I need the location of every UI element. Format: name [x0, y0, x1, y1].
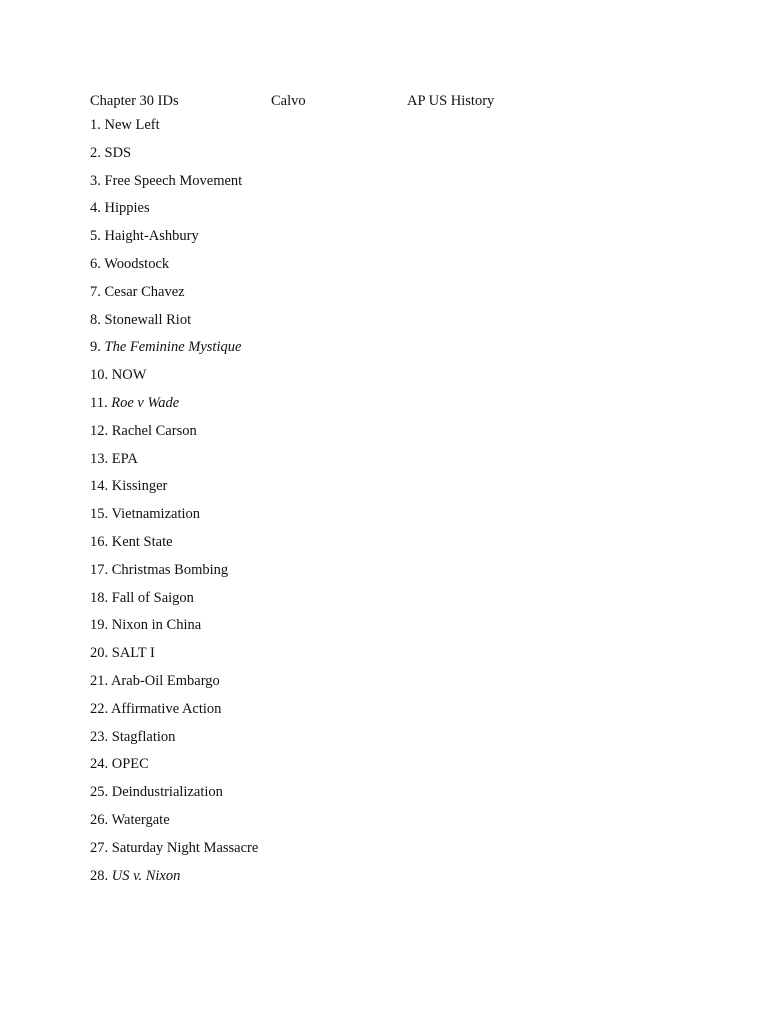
item-number: 4. — [90, 200, 101, 217]
item-text: Fall of Saigon — [111, 589, 194, 606]
item-text: New Left — [104, 117, 160, 133]
item-text: US v. Nixon — [111, 867, 181, 884]
item-text: The Feminine Mystique — [104, 339, 242, 356]
list-item — [90, 112, 690, 140]
list-item — [90, 779, 690, 807]
item-number: 7. — [90, 283, 101, 300]
item-number: 17. — [90, 561, 109, 578]
item-number: 9. — [90, 339, 101, 356]
list-item — [90, 446, 690, 474]
item-number: 6. — [90, 255, 101, 272]
item-number: 2. — [90, 144, 101, 161]
list-item — [90, 640, 690, 668]
item-number: 10. — [90, 367, 109, 384]
item-number: 25. — [90, 784, 109, 801]
document-page — [90, 90, 690, 890]
list-item — [90, 223, 690, 251]
item-number: 27. — [90, 839, 109, 856]
item-number: 28. — [90, 867, 109, 884]
item-text: NOW — [111, 367, 147, 384]
id-list — [90, 112, 690, 890]
item-text: Hippies — [104, 200, 150, 217]
list-item — [90, 140, 690, 168]
item-text: Saturday Night Massacre — [111, 839, 259, 856]
list-item — [90, 195, 690, 223]
list-item — [90, 529, 690, 557]
item-text: Deindustrialization — [111, 784, 223, 801]
item-text: Woodstock — [104, 255, 170, 272]
document-header — [90, 90, 690, 112]
list-item — [90, 557, 690, 585]
item-text: SDS — [104, 144, 132, 161]
list-item — [90, 585, 690, 613]
list-item — [90, 835, 690, 863]
item-number: 1. — [90, 117, 101, 133]
list-item — [90, 251, 690, 279]
list-item — [90, 418, 690, 446]
item-number: 3. — [90, 172, 101, 189]
item-number: 16. — [90, 533, 109, 550]
item-number: 11. — [90, 394, 108, 411]
item-number: 5. — [90, 228, 101, 245]
item-text: Cesar Chavez — [104, 283, 185, 300]
item-text: OPEC — [111, 756, 149, 773]
item-text: Free Speech Movement — [104, 172, 243, 189]
list-item — [90, 501, 690, 529]
course-name: AP US History — [407, 93, 495, 109]
item-number: 19. — [90, 617, 109, 634]
list-item — [90, 668, 690, 696]
item-text: Roe v Wade — [111, 394, 180, 411]
item-number: 20. — [90, 645, 109, 662]
item-number: 23. — [90, 728, 109, 745]
item-text: SALT I — [111, 645, 155, 662]
document-title: Chapter 30 IDs — [90, 93, 179, 109]
list-item — [90, 863, 690, 891]
item-text: Vietnamization — [111, 506, 201, 523]
list-item — [90, 390, 690, 418]
item-text: Stagflation — [111, 728, 176, 745]
item-text: EPA — [111, 450, 138, 467]
list-item — [90, 724, 690, 752]
list-item — [90, 473, 690, 501]
list-item — [90, 696, 690, 724]
item-text: Kent State — [111, 533, 173, 550]
item-number: 18. — [90, 589, 109, 606]
item-text: Arab-Oil Embargo — [110, 672, 220, 689]
item-number: 14. — [90, 478, 109, 495]
item-number: 8. — [90, 311, 101, 328]
list-item — [90, 362, 690, 390]
item-text: Watergate — [111, 811, 170, 828]
list-item — [90, 168, 690, 196]
list-item — [90, 807, 690, 835]
item-text: Stonewall Riot — [104, 311, 192, 328]
item-number: 21. — [90, 672, 109, 689]
item-text: Nixon in China — [111, 617, 202, 634]
item-number: 26. — [90, 811, 109, 828]
item-number: 13. — [90, 450, 109, 467]
item-text: Christmas Bombing — [111, 561, 229, 578]
teacher-name: Calvo — [271, 93, 306, 109]
item-text: Affirmative Action — [110, 700, 222, 717]
list-item — [90, 279, 690, 307]
list-item — [90, 612, 690, 640]
list-item — [90, 334, 690, 362]
item-text: Haight-Ashbury — [104, 228, 199, 245]
item-text: Rachel Carson — [111, 422, 197, 439]
list-item — [90, 751, 690, 779]
item-number: 15. — [90, 506, 109, 523]
item-number: 12. — [90, 422, 109, 439]
item-number: 24. — [90, 756, 109, 773]
item-text: Kissinger — [111, 478, 168, 495]
list-item — [90, 307, 690, 335]
item-number: 22. — [90, 700, 109, 717]
